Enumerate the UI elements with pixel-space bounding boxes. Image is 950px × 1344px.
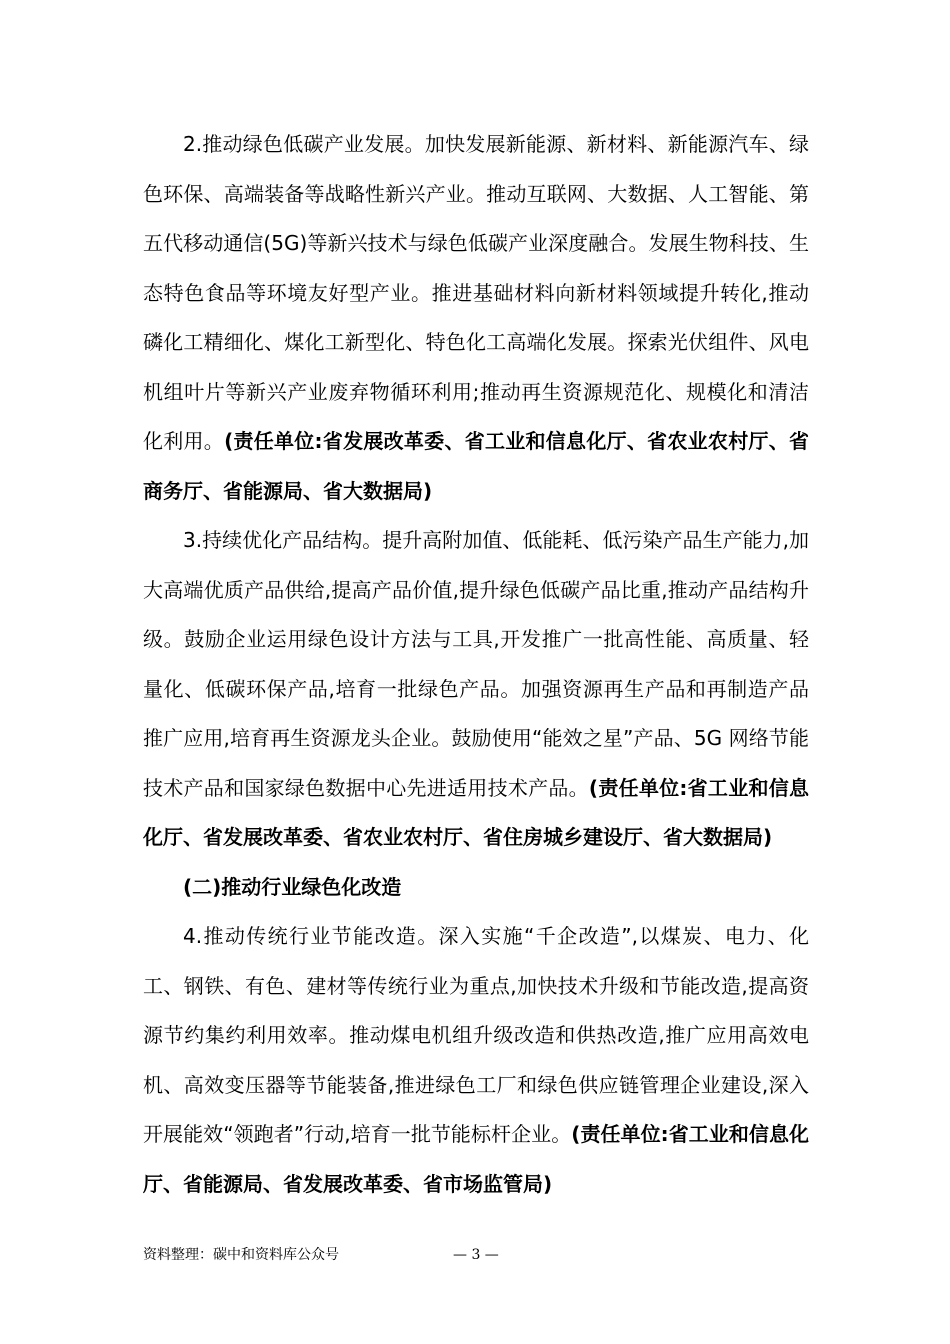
paragraph-item-2-responsibility: (责任单位:省发展改革委、省工业和信息化厅、省农业农村厅、省商务厅、省能源局、省大数据局)	[143, 429, 810, 503]
footer-source: 资料整理：碳中和资料库公众号	[143, 1247, 339, 1263]
paragraph-item-3-responsibility: (责任单位:省工业和信息化厅、省发展改革委、省农业农村厅、省住房城乡建设厅、省大数据局)	[143, 775, 809, 849]
paragraph-item-3-text: 3.持续优化产品结构。提升高附加值、低能耗、低污染产品生产能力,加大高端优质产品供给,提高产品价值,提升绿色低碳产品比重,推动产品结构升级。鼓励企业运用绿色设计方法与工具,开发推广一批高性能、高质量、轻量化、低碳环保产品,培育一批绿色产品。加强资源再生产品和再制造产品推广应用,培育再生资源龙头企业。鼓励使用“能效之星”产品、5G 网络节能技术产品和国家绿色数据中心先进适用技术产品。	[143, 528, 809, 800]
paragraph-item-4	[143, 912, 809, 1209]
paragraph-item-4-responsibility: (责任单位:省工业和信息化厅、省能源局、省发展改革委、省市场监管局)	[143, 1122, 809, 1196]
paragraph-item-3	[143, 516, 809, 863]
document-body	[143, 120, 809, 1209]
page-number: — 3 —	[453, 1247, 499, 1263]
paragraph-item-2-text: 2.推动绿色低碳产业发展。加快发展新能源、新材料、新能源汽车、绿色环保、高端装备等战略性新兴产业。推动互联网、大数据、人工智能、第五代移动通信(5G)等新兴技术与绿色低碳产业深度融合。发展生物科技、生态特色食品等环境友好型产业。推进基础材料向新材料领域提升转化,推动磷化工精细化、煤化工新型化、特色化工高端化发展。探索光伏组件、风电机组叶片等新兴产业废弃物循环利用;推动再生资源规范化、规模化和清洁化利用。	[143, 132, 809, 453]
paragraph-item-4-text: 4.推动传统行业节能改造。深入实施“千企改造”,以煤炭、电力、化工、钢铁、有色、建材等传统行业为重点,加快技术升级和节能改造,提高资源节约集约利用效率。推动煤电机组升级改造和供热改造,推广应用高效电机、高效变压器等节能装备,推进绿色工厂和绿色供应链管理企业建设,深入开展能效“领跑者”行动,培育一批节能标杆企业。	[143, 924, 809, 1146]
section-heading-2: (二)推动行业绿色化改造	[183, 874, 402, 899]
paragraph-item-2	[143, 120, 809, 516]
